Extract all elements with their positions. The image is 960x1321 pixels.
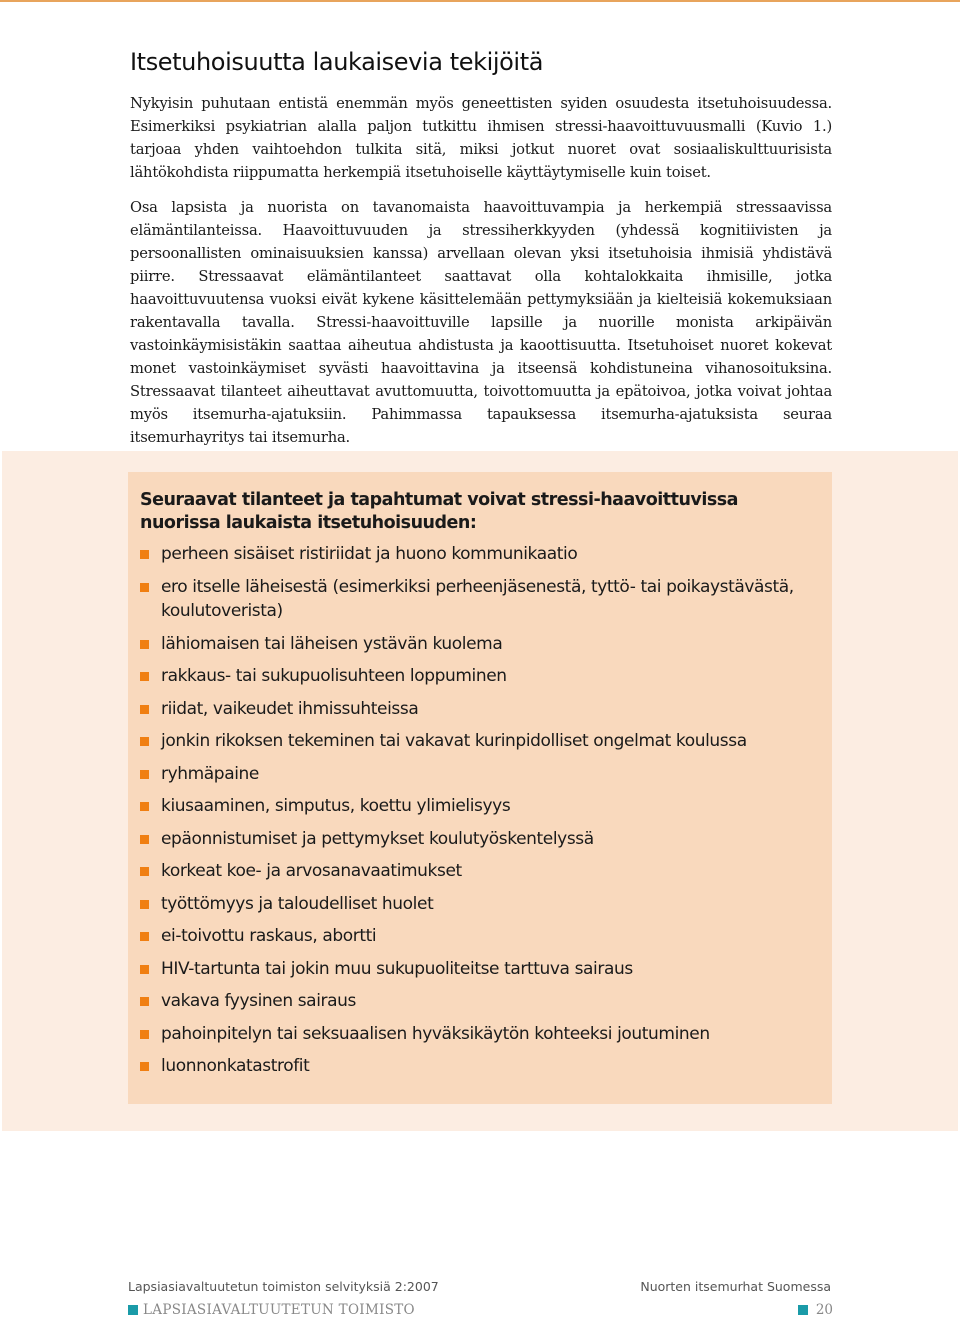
square-bullet-icon	[140, 1062, 149, 1071]
trigger-list	[140, 542, 820, 1087]
list-item-text: luonnonkatastrofit	[161, 1056, 310, 1076]
body-text	[130, 92, 832, 461]
page-heading: Itsetuhoisuutta laukaisevia tekijöitä	[130, 48, 544, 76]
list-item	[140, 957, 820, 982]
top-rule	[0, 0, 960, 2]
square-marker-icon	[798, 1305, 808, 1315]
page-number	[798, 1302, 833, 1318]
square-bullet-icon	[140, 900, 149, 909]
list-item	[140, 762, 820, 787]
panel-title: Seuraavat tilanteet ja tapahtumat voivat stressi-haavoittuvissa nuorissa laukaista itsetuhoisuuden:	[140, 490, 738, 533]
list-item	[140, 632, 820, 657]
square-bullet-icon	[140, 997, 149, 1006]
page-number-text: 20	[815, 1302, 833, 1318]
list-item-text: korkeat koe- ja arvosanavaatimukset	[161, 861, 462, 881]
list-item	[140, 1054, 820, 1079]
square-bullet-icon	[140, 802, 149, 811]
square-bullet-icon	[140, 770, 149, 779]
list-item	[140, 697, 820, 722]
list-item	[140, 664, 820, 689]
list-item-text: ei-toivottu raskaus, abortti	[161, 926, 377, 946]
list-item-text: epäonnistumiset ja pettymykset koulutyöskentelyssä	[161, 828, 594, 849]
list-item-text: ryhmäpaine	[161, 763, 259, 784]
paragraph-1: Nykyisin puhutaan entistä enemmän myös geneettisten syiden osuudesta itsetuhoisuudessa. Esimerkiksi psykiatrian alalla paljon tutkittu ihmisen stressi-haavoittuvuusmalli (Kuvio 1.) tarjoaa yhden vaihtoehdon tulkita sitä, miksi jotkut nuoret ovat sosiaaliskulttuurisista lähtökohdista riippumatta herkempiä itsetuhoiselle käyttäytymiselle kuin toiset.	[130, 95, 832, 181]
list-item-text: kiusaaminen, simputus, koettu ylimielisyys	[161, 796, 511, 816]
footer-organisation	[128, 1302, 415, 1318]
list-item-text: jonkin rikoksen tekeminen tai vakavat kurinpidolliset ongelmat koulussa	[161, 731, 747, 751]
list-item-text: HIV-tartunta tai jokin muu sukupuoliteitse tarttuva sairaus	[161, 958, 633, 979]
list-item-text: riidat, vaikeudet ihmissuhteissa	[161, 698, 419, 719]
list-item-text: lähiomaisen tai läheisen ystävän kuolema	[161, 633, 503, 654]
list-item-text: ero itselle läheisestä (esimerkiksi perheenjäsenestä, tyttö- tai poikaystävästä, koulutoverista)	[161, 576, 794, 621]
square-bullet-icon	[140, 737, 149, 746]
list-item	[140, 542, 820, 567]
square-bullet-icon	[140, 867, 149, 876]
list-item-text: työttömyys ja taloudelliset huolet	[161, 893, 434, 914]
square-bullet-icon	[140, 705, 149, 714]
list-item-text: pahoinpitelyn tai seksuaalisen hyväksikäytön kohteeksi joutuminen	[161, 1023, 710, 1044]
square-bullet-icon	[140, 583, 149, 592]
footer-title: Nuorten itsemurhat Suomessa	[640, 1279, 831, 1294]
list-item	[140, 794, 820, 819]
list-item-text: perheen sisäiset ristiriidat ja huono kommunikaatio	[161, 544, 578, 564]
square-bullet-icon	[140, 640, 149, 649]
list-item	[140, 892, 820, 917]
list-item-text: rakkaus- tai sukupuolisuhteen loppuminen	[161, 666, 507, 686]
list-item	[140, 924, 820, 949]
square-bullet-icon	[140, 672, 149, 681]
list-item	[140, 575, 820, 624]
square-marker-icon	[128, 1305, 138, 1315]
footer-org-text: LAPSIASIAVALTUUTETUN TOIMISTO	[143, 1302, 415, 1318]
paragraph-2: Osa lapsista ja nuorista on tavanomaista haavoittuvampia ja herkempiä stressaavissa elämäntilanteissa. Haavoittuvuuden ja stressiherkkyyden (yhdessä kognitiivisten ja persoonallisten ominaisuuksien kanssa) arvellaan olevan yksi itsetuhoisia ihmisiä yhdistävä piirre. Stressaavat elämäntilanteet saattavat olla kohtalokkaita ihmisille, jotka haavoittuvuutensa vuoksi eivät kykene käsittelemään pettymyksiään ja kielteisiä kokemuksiaan rakentavalla tavalla. Stressi-haavoittuville lapsille ja nuorille monista arkipäivän vastoinkäymisistäkin saattaa aiheutua ahdistusta ja kaoottisuutta. Itsetuhoiset nuoret kokevat monet vastoinkäymiset syvästi haavoittavina ja itseensä kohdistuneina vihanosoituksina. Stressaavat tilanteet aiheuttavat avuttomuutta, toivottomuutta ja epätoivoa, jotka voivat johtaa myös itsemurha-ajatuksiin. Pahimmassa tapauksessa itsemurha-ajatuksista seuraa itsemurhayritys tai itsemurha.	[130, 199, 832, 446]
square-bullet-icon	[140, 550, 149, 559]
list-item	[140, 859, 820, 884]
list-item	[140, 1022, 820, 1047]
list-item	[140, 989, 820, 1014]
square-bullet-icon	[140, 932, 149, 941]
list-item	[140, 729, 820, 754]
square-bullet-icon	[140, 1030, 149, 1039]
square-bullet-icon	[140, 835, 149, 844]
list-item	[140, 827, 820, 852]
footer-series: Lapsiasiavaltuutetun toimiston selvityksiä 2:2007	[128, 1279, 439, 1294]
square-bullet-icon	[140, 965, 149, 974]
list-item-text: vakava fyysinen sairaus	[161, 991, 356, 1011]
